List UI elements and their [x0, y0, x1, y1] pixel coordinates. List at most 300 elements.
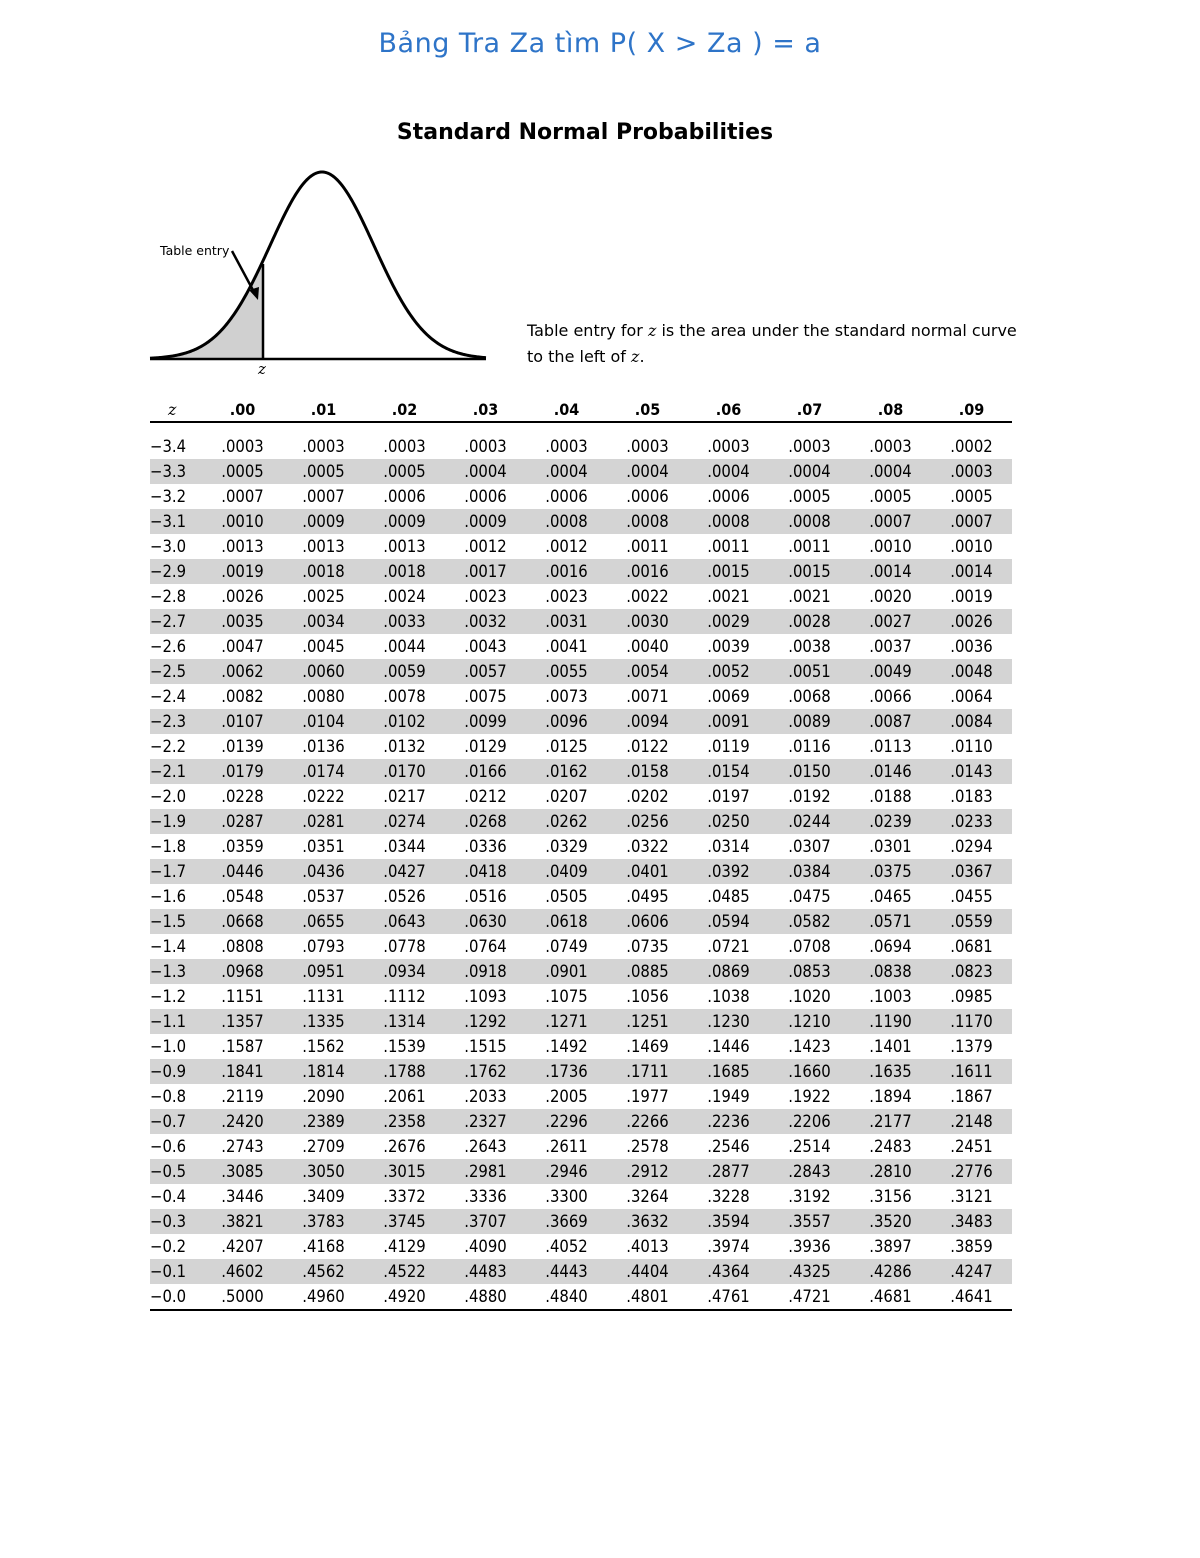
probability-cell: .0007: [931, 509, 1012, 534]
column-header: .01: [283, 395, 364, 422]
probability-cell: .0003: [869, 437, 912, 456]
probability-cell: .2643: [464, 1137, 507, 1156]
probability-cell: .4483: [445, 1259, 526, 1284]
probability-cell: .0037: [869, 637, 912, 656]
probability-cell: .0008: [688, 509, 769, 534]
probability-cell: .1357: [202, 1009, 283, 1034]
probability-cell: .0630: [445, 909, 526, 934]
probability-cell: .0217: [383, 787, 426, 806]
probability-cell: .4443: [526, 1259, 607, 1284]
normal-curve-figure: [148, 160, 493, 365]
table-row: [150, 1034, 1012, 1059]
probability-cell: .3192: [788, 1187, 831, 1206]
probability-cell: .0485: [707, 887, 750, 906]
probability-cell: .3557: [769, 1209, 850, 1234]
probability-cell: .0344: [383, 837, 426, 856]
probability-cell: .0465: [869, 887, 912, 906]
probability-cell: .2483: [869, 1137, 912, 1156]
probability-cell: .0985: [950, 987, 993, 1006]
probability-cell: .0643: [364, 909, 445, 934]
table-row: [150, 859, 1012, 884]
probability-cell: .0013: [383, 537, 426, 556]
probability-cell: .0139: [221, 737, 264, 756]
table-row: [150, 809, 1012, 834]
probability-cell: .3821: [202, 1209, 283, 1234]
probability-cell: .0838: [850, 959, 931, 984]
probability-cell: .0526: [383, 887, 426, 906]
probability-cell: .1539: [383, 1037, 426, 1056]
probability-cell: .2810: [850, 1159, 931, 1184]
probability-cell: .0107: [202, 709, 283, 734]
probability-cell: .0012: [464, 537, 507, 556]
probability-cell: .4681: [850, 1284, 931, 1310]
probability-cell: .0006: [464, 487, 507, 506]
z-value-cell: −2.8: [150, 587, 187, 606]
probability-cell: .0004: [445, 459, 526, 484]
probability-cell: .2709: [302, 1137, 345, 1156]
probability-cell: .0009: [445, 509, 526, 534]
probability-cell: .0006: [626, 487, 669, 506]
probability-cell: .1335: [283, 1009, 364, 1034]
probability-cell: .0082: [221, 687, 264, 706]
probability-cell: .0735: [626, 937, 669, 956]
z-value-cell: −3.2: [150, 487, 187, 506]
caption-text: Table entry for: [527, 321, 648, 340]
z-value-cell: −0.8: [150, 1087, 187, 1106]
probability-cell: .3974: [707, 1237, 750, 1256]
probability-cell: .3264: [626, 1187, 669, 1206]
probability-cell: .0129: [464, 737, 507, 756]
probability-cell: .1894: [869, 1087, 912, 1106]
probability-cell: .3085: [202, 1159, 283, 1184]
z-value-cell: −1.2: [150, 987, 187, 1006]
z-value-cell: −0.1: [150, 1259, 202, 1284]
probability-cell: .2981: [445, 1159, 526, 1184]
probability-cell: .0020: [869, 587, 912, 606]
probability-cell: .4404: [607, 1259, 688, 1284]
column-header: .04: [526, 395, 607, 422]
probability-cell: .3669: [526, 1209, 607, 1234]
probability-cell: .0084: [931, 709, 1012, 734]
table-entry-label: Table entry: [160, 243, 230, 258]
probability-cell: .0287: [202, 809, 283, 834]
probability-cell: .0003: [626, 437, 669, 456]
probability-cell: .1587: [221, 1037, 264, 1056]
probability-cell: .0041: [545, 637, 588, 656]
probability-cell: .0268: [445, 809, 526, 834]
probability-cell: .1401: [869, 1037, 912, 1056]
probability-cell: .0003: [707, 437, 750, 456]
probability-cell: .4522: [364, 1259, 445, 1284]
probability-cell: .0006: [545, 487, 588, 506]
probability-cell: .3745: [364, 1209, 445, 1234]
probability-cell: .4325: [769, 1259, 850, 1284]
probability-cell: .0015: [688, 559, 769, 584]
probability-cell: .0094: [607, 709, 688, 734]
probability-cell: .0039: [707, 637, 750, 656]
probability-cell: .0102: [364, 709, 445, 734]
probability-cell: .0823: [931, 959, 1012, 984]
z-value-cell: −1.7: [150, 859, 202, 884]
probability-cell: .3228: [707, 1187, 750, 1206]
z-value-cell: −1.1: [150, 1009, 202, 1034]
z-value-cell: −0.6: [150, 1137, 187, 1156]
table-row: [150, 984, 1012, 1009]
probability-cell: .3015: [364, 1159, 445, 1184]
probability-cell: .0006: [383, 487, 426, 506]
probability-cell: .0087: [850, 709, 931, 734]
probability-cell: .0143: [931, 759, 1012, 784]
probability-cell: .0322: [626, 837, 669, 856]
probability-cell: .0708: [788, 937, 831, 956]
table-row: [150, 1184, 1012, 1209]
table-row: [150, 1234, 1012, 1259]
table-row: [150, 634, 1012, 659]
probability-cell: .0262: [526, 809, 607, 834]
table-row: [150, 1159, 1012, 1184]
probability-cell: .1075: [545, 987, 588, 1006]
table-row: [150, 734, 1012, 759]
probability-cell: .0367: [931, 859, 1012, 884]
probability-cell: .0005: [869, 487, 912, 506]
probability-cell: .0068: [788, 687, 831, 706]
probability-cell: .1151: [221, 987, 264, 1006]
probability-cell: .0384: [769, 859, 850, 884]
probability-cell: .0681: [950, 937, 993, 956]
probability-cell: .0136: [302, 737, 345, 756]
table-row: [150, 484, 1012, 509]
probability-cell: .3483: [931, 1209, 1012, 1234]
z-value-cell: −0.7: [150, 1109, 202, 1134]
probability-cell: .0132: [383, 737, 426, 756]
probability-cell: .2005: [545, 1087, 588, 1106]
probability-cell: .2296: [526, 1109, 607, 1134]
probability-cell: .4602: [202, 1259, 283, 1284]
probability-cell: .0025: [302, 587, 345, 606]
probability-cell: .2177: [850, 1109, 931, 1134]
probability-cell: .1711: [607, 1059, 688, 1084]
probability-cell: .0537: [302, 887, 345, 906]
probability-cell: .3707: [445, 1209, 526, 1234]
probability-cell: .0071: [626, 687, 669, 706]
probability-cell: .1038: [707, 987, 750, 1006]
probability-cell: .4880: [445, 1284, 526, 1310]
z-value-cell: −1.8: [150, 837, 187, 856]
probability-cell: .0036: [950, 637, 993, 656]
probability-cell: .0059: [364, 659, 445, 684]
probability-cell: .4801: [607, 1284, 688, 1310]
caption-text: .: [639, 347, 645, 366]
probability-cell: .1469: [626, 1037, 669, 1056]
probability-cell: .1762: [445, 1059, 526, 1084]
probability-cell: .0885: [607, 959, 688, 984]
probability-cell: .1685: [688, 1059, 769, 1084]
probability-cell: .0008: [769, 509, 850, 534]
probability-cell: .3897: [869, 1237, 912, 1256]
probability-cell: .0793: [302, 937, 345, 956]
probability-cell: .3783: [283, 1209, 364, 1234]
table-row: [150, 1284, 1012, 1310]
probability-cell: .1841: [202, 1059, 283, 1084]
probability-cell: .0004: [526, 459, 607, 484]
probability-cell: .0047: [221, 637, 264, 656]
probability-cell: .0003: [931, 459, 1012, 484]
probability-cell: .1611: [931, 1059, 1012, 1084]
probability-cell: .0062: [202, 659, 283, 684]
probability-cell: .0495: [626, 887, 669, 906]
table-body: [150, 422, 1012, 1310]
probability-cell: .0764: [464, 937, 507, 956]
probability-cell: .0004: [850, 459, 931, 484]
probability-cell: .0099: [445, 709, 526, 734]
probability-cell: .0006: [707, 487, 750, 506]
table-row: [150, 684, 1012, 709]
z-value-cell: −1.4: [150, 937, 187, 956]
z-value-cell: −2.2: [150, 737, 187, 756]
probability-cell: .0274: [364, 809, 445, 834]
probability-cell: .4013: [626, 1237, 669, 1256]
table-row: [150, 709, 1012, 734]
table-header-row: [150, 395, 1012, 422]
probability-cell: .0150: [769, 759, 850, 784]
probability-cell: .0033: [364, 609, 445, 634]
probability-cell: .0080: [302, 687, 345, 706]
probability-cell: .0516: [464, 887, 507, 906]
probability-cell: .0427: [364, 859, 445, 884]
probability-cell: .1788: [364, 1059, 445, 1084]
probability-cell: .0281: [283, 809, 364, 834]
probability-cell: .2843: [769, 1159, 850, 1184]
probability-cell: .4090: [464, 1237, 507, 1256]
probability-cell: .4247: [931, 1259, 1012, 1284]
probability-cell: .1020: [788, 987, 831, 1006]
probability-cell: .0009: [364, 509, 445, 534]
probability-cell: .1977: [626, 1087, 669, 1106]
probability-cell: .3520: [850, 1209, 931, 1234]
probability-cell: .0019: [950, 587, 993, 606]
probability-cell: .2061: [383, 1087, 426, 1106]
table-row: [150, 959, 1012, 984]
probability-cell: .0505: [545, 887, 588, 906]
probability-cell: .4364: [688, 1259, 769, 1284]
probability-cell: .0019: [202, 559, 283, 584]
probability-cell: .0244: [769, 809, 850, 834]
probability-cell: .1190: [850, 1009, 931, 1034]
z-value-cell: −2.4: [150, 687, 187, 706]
probability-cell: .0013: [221, 537, 264, 556]
probability-cell: .0018: [283, 559, 364, 584]
table-row: [150, 1259, 1012, 1284]
column-header: .03: [445, 395, 526, 422]
probability-cell: .4168: [302, 1237, 345, 1256]
probability-cell: .0436: [283, 859, 364, 884]
probability-cell: .0013: [302, 537, 345, 556]
z-value-cell: −2.3: [150, 709, 202, 734]
probability-cell: .1562: [302, 1037, 345, 1056]
probability-cell: .0028: [769, 609, 850, 634]
probability-cell: .0052: [688, 659, 769, 684]
probability-cell: .1515: [464, 1037, 507, 1056]
table-row: [150, 834, 1012, 859]
z-value-cell: −0.5: [150, 1159, 202, 1184]
probability-cell: .0078: [383, 687, 426, 706]
probability-cell: .0014: [931, 559, 1012, 584]
column-header: .06: [688, 395, 769, 422]
probability-cell: .2451: [950, 1137, 993, 1156]
caption-text: is the area under the standard normal curve to the left of: [527, 321, 1017, 366]
probability-cell: .0233: [931, 809, 1012, 834]
probability-cell: .0004: [769, 459, 850, 484]
probability-cell: .0113: [869, 737, 912, 756]
probability-cell: .4286: [850, 1259, 931, 1284]
probability-cell: .0418: [445, 859, 526, 884]
probability-cell: .3632: [607, 1209, 688, 1234]
column-header: .09: [931, 395, 1012, 422]
probability-cell: .2676: [383, 1137, 426, 1156]
probability-cell: .0043: [464, 637, 507, 656]
probability-cell: .1446: [707, 1037, 750, 1056]
probability-cell: .0007: [850, 509, 931, 534]
probability-cell: .0594: [688, 909, 769, 934]
probability-cell: .2119: [221, 1087, 264, 1106]
probability-cell: .0618: [526, 909, 607, 934]
probability-cell: .2033: [464, 1087, 507, 1106]
probability-cell: .0016: [607, 559, 688, 584]
probability-cell: .0968: [202, 959, 283, 984]
probability-cell: .2743: [221, 1137, 264, 1156]
probability-cell: .3121: [950, 1187, 993, 1206]
probability-cell: .1660: [769, 1059, 850, 1084]
probability-cell: .0010: [950, 537, 993, 556]
probability-cell: .3859: [950, 1237, 993, 1256]
probability-cell: .0075: [464, 687, 507, 706]
probability-cell: .0016: [526, 559, 607, 584]
probability-cell: .0027: [850, 609, 931, 634]
probability-cell: .0901: [526, 959, 607, 984]
probability-cell: .0934: [364, 959, 445, 984]
probability-cell: .0004: [607, 459, 688, 484]
z-value-cell: −3.1: [150, 509, 202, 534]
probability-cell: .0064: [950, 687, 993, 706]
probability-cell: .4641: [931, 1284, 1012, 1310]
table-row: [150, 534, 1012, 559]
probability-cell: .0023: [545, 587, 588, 606]
probability-cell: .2327: [445, 1109, 526, 1134]
probability-cell: .0228: [221, 787, 264, 806]
probability-cell: .2266: [607, 1109, 688, 1134]
probability-cell: .0392: [688, 859, 769, 884]
probability-cell: .2358: [364, 1109, 445, 1134]
probability-cell: .0021: [707, 587, 750, 606]
probability-cell: .1003: [869, 987, 912, 1006]
z-value-cell: −3.0: [150, 537, 187, 556]
probability-cell: .3372: [383, 1187, 426, 1206]
probability-cell: .0375: [850, 859, 931, 884]
probability-cell: .0351: [302, 837, 345, 856]
probability-cell: .0003: [221, 437, 264, 456]
column-header: .02: [364, 395, 445, 422]
z-value-cell: −0.9: [150, 1059, 202, 1084]
probability-cell: .0038: [788, 637, 831, 656]
probability-cell: .0030: [607, 609, 688, 634]
probability-cell: .1492: [545, 1037, 588, 1056]
probability-cell: .1635: [850, 1059, 931, 1084]
probability-cell: .0294: [950, 837, 993, 856]
probability-cell: .0018: [364, 559, 445, 584]
probability-cell: .0091: [688, 709, 769, 734]
probability-cell: .0455: [950, 887, 993, 906]
probability-cell: .1056: [626, 987, 669, 1006]
z-value-cell: −2.1: [150, 759, 202, 784]
probability-cell: .0222: [302, 787, 345, 806]
caption-z-variable: z: [631, 347, 640, 366]
table-row: [150, 1209, 1012, 1234]
probability-cell: .0048: [931, 659, 1012, 684]
probability-cell: .0694: [869, 937, 912, 956]
probability-cell: .0166: [445, 759, 526, 784]
probability-cell: .2389: [283, 1109, 364, 1134]
probability-cell: .0301: [869, 837, 912, 856]
probability-cell: .1949: [707, 1087, 750, 1106]
probability-cell: .0212: [464, 787, 507, 806]
probability-cell: .0401: [607, 859, 688, 884]
probability-cell: .4129: [383, 1237, 426, 1256]
probability-cell: .0003: [545, 437, 588, 456]
probability-cell: .3936: [788, 1237, 831, 1256]
probability-cell: .0029: [688, 609, 769, 634]
probability-cell: .0005: [950, 487, 993, 506]
probability-cell: .1867: [950, 1087, 993, 1106]
probability-cell: .3300: [545, 1187, 588, 1206]
probability-cell: .1093: [464, 987, 507, 1006]
probability-cell: .0116: [788, 737, 831, 756]
probability-cell: .0040: [626, 637, 669, 656]
probability-cell: .4761: [688, 1284, 769, 1310]
probability-cell: .0034: [283, 609, 364, 634]
probability-cell: .0021: [788, 587, 831, 606]
probability-cell: .3336: [464, 1187, 507, 1206]
probability-cell: .0446: [202, 859, 283, 884]
probability-cell: .0778: [383, 937, 426, 956]
probability-cell: .0174: [283, 759, 364, 784]
probability-cell: .0918: [445, 959, 526, 984]
probability-cell: .0192: [788, 787, 831, 806]
probability-cell: .1112: [383, 987, 426, 1006]
probability-cell: .0009: [283, 509, 364, 534]
probability-cell: .0024: [383, 587, 426, 606]
table-row: [150, 784, 1012, 809]
probability-cell: .2912: [607, 1159, 688, 1184]
probability-cell: .0188: [869, 787, 912, 806]
z-value-cell: −2.5: [150, 659, 202, 684]
probability-cell: .0119: [707, 737, 750, 756]
probability-cell: .0808: [221, 937, 264, 956]
table-row: [150, 434, 1012, 459]
probability-cell: .0548: [221, 887, 264, 906]
caption-z-variable: z: [647, 321, 657, 340]
column-header: .00: [202, 395, 283, 422]
z-value-cell: −0.2: [150, 1237, 187, 1256]
probability-cell: .1736: [526, 1059, 607, 1084]
probability-cell: .0026: [221, 587, 264, 606]
table-row: [150, 1084, 1012, 1109]
probability-cell: .0014: [850, 559, 931, 584]
probability-cell: .0003: [788, 437, 831, 456]
table-row: [150, 1059, 1012, 1084]
probability-cell: .0003: [302, 437, 345, 456]
probability-cell: .2776: [931, 1159, 1012, 1184]
probability-cell: .0015: [769, 559, 850, 584]
